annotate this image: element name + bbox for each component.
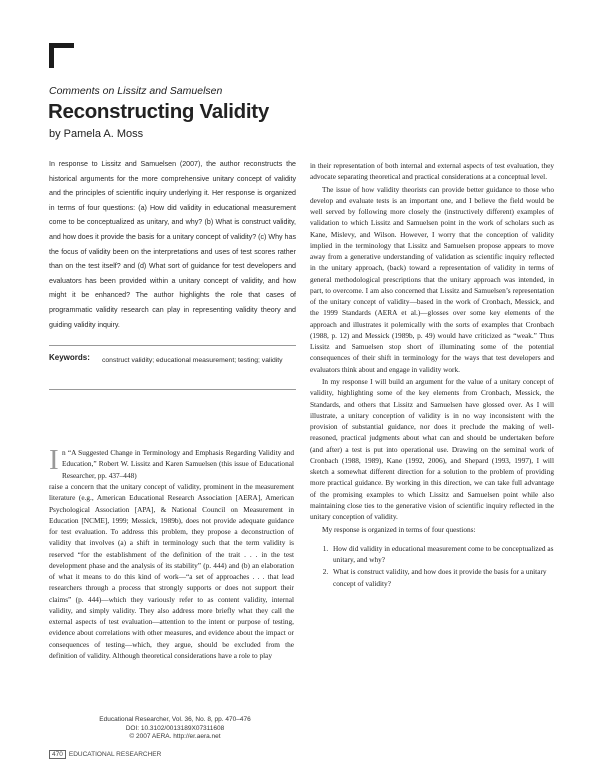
- body-paragraph: In my response I will build an argument for the value of a unitary concept of validity, highlighting some of the key elements from Cronbach, Messick, the Standards, and others that Lissitz and Samuelsen have glossed over. As I will illustrate, a unitary conception of validity is in no way inconsistent with the provision of substantial guidance, nor does it preclude the making of well-reasoned, practical judgments about what can and should be undertaken before (and after) a test is put into operational use. Drawing on the seminal work of Cronbach (1988, 1989), Kane (1992, 2006), and Shepard (1993, 1997), I will sketch a somewhat different direction for a solution to the problem of providing more practical guidance. By working in this direction, we can take full advantage of the promising examples to which Lissitz and Samuelsen point while also maintaining close ties to the generative vision of scientific inquiry reflected in the unitary conception of validity.: [310, 377, 554, 522]
- citation-journal: Educational Researcher, Vol. 36, No. 8, pp. 470–476: [99, 716, 251, 723]
- article-kicker: Comments on Lissitz and Samuelsen: [49, 85, 223, 97]
- keywords-divider-top: [49, 345, 296, 346]
- body-paragraph: in their representation of both internal and external aspects of test evaluation, they advocate separating theoretical and practical considerations at a conceptual level.: [310, 161, 554, 182]
- keywords-divider-bottom: [49, 389, 296, 390]
- body-paragraph: My response is organized in terms of four questions:: [322, 524, 476, 534]
- questions-list: [310, 543, 554, 589]
- right-column: [310, 160, 554, 590]
- keywords-label: Keywords:: [49, 353, 90, 362]
- page-number: 470: [49, 750, 66, 759]
- article-title: Reconstructing Validity: [48, 100, 269, 123]
- abstract: In response to Lissitz and Samuelsen (2007), the author reconstructs the historical arguments for the more comprehensive unitary concept of validity and the principles of scientific inquiry underlying it. Her response is organized in terms of four questions: (a) How did validity in educational measurement come to be conceptualized as unitary, and why? (b) What is construct validity, and how does it provide the basis for a unitary concept of validity? (c) Why has the focus of validity been on the interpretations and uses of test scores rather than on the test itself? and (d) What sort of guidance for test developers and evaluators has been provided within a unitary concept of validity, and how might it be enhanced? The author highlights the role that cases of programmatic validity research can play in representing validity theory and guiding validity inquiry.: [49, 160, 296, 329]
- journal-name: EDUCATIONAL RESEARCHER: [68, 751, 162, 758]
- keywords-text: construct validity; educational measurement; testing; validity: [102, 357, 283, 364]
- body-paragraph: The issue of how validity theorists can provide better guidance to those who develop and evaluate tests is an important one, and I believe the field would be well served by following more closely the (instructively different) examples of validation to which Lissitz and Samuelsen point in the work of scholars such as Kane, Mislevy, and Wilson. However, I worry that the conception of validity implied in the terminology that Lissitz and Samuelsen propose appears to move away from a generative understanding of validation as scientific inquiry reflected in the unitary approach, (back) toward a representation of validity in terms of general methodological prescriptions that the unitary approach was intended, in part, to overcome. I am also concerned that Lissitz and Samuelsen’s representation of the unitary concept of validity—based in the work of Cronbach, Messick, and the 1999 Standards (AERA et al.)—glosses over some key elements of the approach and illustrates it polemically with the sorts of examples that Cronbach (1988, p. 12) and Messick (1989b, p. 49) would have criticized as “weak.” Thus Lissitz and Samuelsen stop short of illuminating some of the potential consequences of their shift in terminology for the ways that test developers and evaluators think about and engage in validity work.: [310, 184, 554, 374]
- author-byline: by Pamela A. Moss: [49, 128, 144, 140]
- list-item: 1. How did validity in educational measurement come to be conceptualized as unitary, and why?: [330, 543, 554, 566]
- body-paragraph-intro: raise a concern that the unitary concept of validity, prominent in the measurement literature (e.g., American Educational Research Association [AERA], American Psychological Association [APA], & National Council on Measurement in Education [NCME], 1999; Messick, 1989b), does not provide adequate guidance for test evaluation. To address this problem, they propose a deconstruction of validity that involves (a) a shift in terminology such that the term validity is reserved “for the establishment of the definition of the trait . . . in the test development phase and the analysis of its stability” (p. 444) and (b) an elaboration of what it means to do this kind of work—“a set of approaches . . . that lead researchers through a process that strongly supports or does not support their claims” (p. 444)—which they variously refer to as content validity, internal validity, and simply validity. They also address more briefly what they call the external aspects of test evaluation—attention to the intent or purpose of testing, evidence about correlations with other measures, and evidence about the impact or consequences of testing—which, they argue, should be excluded from the definition of validity. Although theoretical considerations have a role to play: [49, 482, 294, 660]
- page-footer: [49, 751, 161, 758]
- citation-block: [55, 716, 295, 742]
- list-item: 2. What is construct validity, and how does it provide the basis for a unitary concept of validity?: [330, 566, 554, 589]
- citation-copyright: © 2007 AERA. http://er.aera.net: [129, 733, 221, 741]
- corner-crop-mark: [49, 43, 74, 68]
- drop-cap: I: [49, 444, 59, 476]
- citation-doi: DOI: 10.3102/0013189X07311608: [125, 724, 225, 732]
- body-paragraph-intro-start: n “A Suggested Change in Terminology and Emphasis Regarding Validity and Education,” Robert W. Lissitz and Karen Samuelsen (this issue of Educational Researcher, pp. 437–448): [62, 448, 294, 480]
